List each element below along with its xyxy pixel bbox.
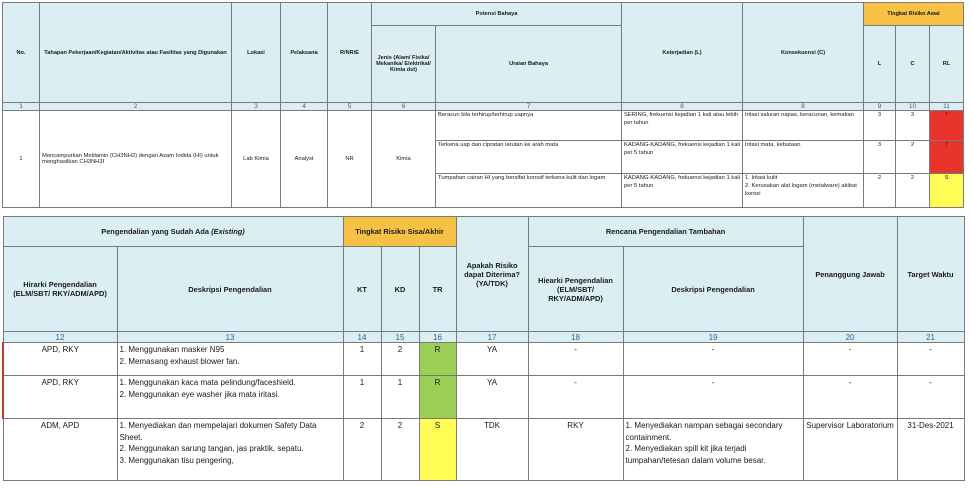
header-uraian: Uraian Bahaya xyxy=(436,26,622,103)
col-number: 10 xyxy=(896,103,930,111)
residual-risk-badge: R xyxy=(419,343,456,376)
control-deskripsi: 1. Menggunakan kaca mata pelindung/faceshield. 2. Menggunakan eye washer jika mata iritasi. xyxy=(117,376,343,419)
header-kd: KD xyxy=(381,247,419,332)
row-no: 1 xyxy=(3,111,40,208)
col-number: 2 xyxy=(40,103,232,111)
control-hirarki: APD, RKY xyxy=(3,376,117,419)
header-existing xyxy=(3,217,343,247)
header-tingkat-risiko-sisa: Tingkat Risiko Sisa/Akhir xyxy=(343,217,456,247)
hazard-konsekuensi: 1. Iritasi kulit 2. Kerusakan alat logam (metalware) akibat korosi xyxy=(743,174,864,208)
col-number: 18 xyxy=(528,332,623,343)
control-hirarki-tambahan: RKY xyxy=(528,419,623,481)
col-number: 20 xyxy=(803,332,897,343)
header-hirarki: Hirarki Pengendalian (ELM/SBT/ RKY/ADM/APD) xyxy=(3,247,117,332)
control-target: 31-Des-2021 xyxy=(897,419,964,481)
control-hirarki: ADM, APD xyxy=(3,419,117,481)
residual-risk-badge: S xyxy=(419,419,456,481)
control-apakah: YA xyxy=(456,343,528,376)
col-number: 19 xyxy=(623,332,803,343)
residual-risk-badge: R xyxy=(419,376,456,419)
row-tahapan: Mencampurkan Metilamin (CH3NH2) dengan Asam Iodida (HI) untuk menghasilkan CH3NH3I xyxy=(40,111,232,208)
control-penanggung: Supervisor Laboratorium xyxy=(803,419,897,481)
risk-control-table xyxy=(2,216,965,481)
col-number: 5 xyxy=(328,103,372,111)
header-l: L xyxy=(864,26,896,103)
row-pelaksana: Analyst xyxy=(281,111,328,208)
hazard-identification-table xyxy=(2,2,964,208)
control-kt: 1 xyxy=(343,343,381,376)
col-number: 16 xyxy=(419,332,456,343)
hazard-l: 3 xyxy=(864,111,896,141)
table-row xyxy=(3,343,964,376)
control-penanggung: - xyxy=(803,376,897,419)
header-rnre: R/NR/E xyxy=(328,3,372,103)
hazard-uraian: Tumpahan cairan HI yang bersifat korosif terkena kulit dan logam xyxy=(436,174,622,208)
header-apakah-diterima: Apakah Risiko dapat Diterima? (YA/TDK) xyxy=(456,217,528,332)
col-number: 17 xyxy=(456,332,528,343)
header-jenis: Jenis (Alam/ Fisika/ Mekanika/ Elektrikal/ Kimia dst) xyxy=(372,26,436,103)
control-hirarki: APD, RKY xyxy=(3,343,117,376)
header-lokasi: Lokasi xyxy=(232,3,281,103)
header-existing-label: Pengendalian yang Sudah Ada xyxy=(101,227,212,236)
control-kd: 2 xyxy=(381,343,419,376)
risk-level-badge: S xyxy=(930,174,964,208)
control-deskripsi: 1. Menggunakan masker N95 2. Memasang exhaust blower fan. xyxy=(117,343,343,376)
control-kt: 1 xyxy=(343,376,381,419)
header-no: No. xyxy=(3,3,40,103)
col-number: 3 xyxy=(232,103,281,111)
header-rencana: Rencana Pengendalian Tambahan xyxy=(528,217,803,247)
col-number: 8 xyxy=(622,103,743,111)
control-deskripsi-tambahan: 1. Menyediakan nampan sebagai secondary containment. 2. Menyediakan spill kit jika terjadi tumpahan/tetesan dalam volume besar. xyxy=(623,419,803,481)
header-potensi-bahaya: Potensi Bahaya xyxy=(372,3,622,26)
hazard-l: 2 xyxy=(864,174,896,208)
row-rnre: NR xyxy=(328,111,372,208)
header-tahapan: Tahapan Pekerjaan/Kegiatan/Aktivitas atau Fasilitas yang Digunakan xyxy=(40,3,232,103)
control-apakah: YA xyxy=(456,376,528,419)
header-hirarki-tambahan: Hiearki Pengendalian (ELM/SBT/ RKY/ADM/APD) xyxy=(528,247,623,332)
col-number: 1 xyxy=(3,103,40,111)
header-deskripsi: Deskripsi Pengendalian xyxy=(117,247,343,332)
risk-level-badge: T xyxy=(930,141,964,174)
col-number: 11 xyxy=(930,103,964,111)
control-kd: 1 xyxy=(381,376,419,419)
hazard-l: 3 xyxy=(864,141,896,174)
hazard-c: 2 xyxy=(896,141,930,174)
header-penanggung-jawab: Penanggung Jawab xyxy=(803,217,897,332)
control-hirarki-tambahan: - xyxy=(528,343,623,376)
col-number: 15 xyxy=(381,332,419,343)
control-deskripsi-tambahan: - xyxy=(623,343,803,376)
header-konsekuensi: Konsekuensi (C) xyxy=(743,3,864,103)
risk-level-badge: T xyxy=(930,111,964,141)
hazard-uraian: Terkena uap dan cipratan larutan ke arah mata xyxy=(436,141,622,174)
table-row xyxy=(3,419,964,481)
hazard-keterjadian: KADANG-KADANG, frekuensi kejadian 1 kali per 5 tahun xyxy=(622,174,743,208)
header-target-waktu: Target Waktu xyxy=(897,217,964,332)
hazard-konsekuensi: Iritasi saluran napas, keracunan, kematian xyxy=(743,111,864,141)
table-row xyxy=(3,111,964,141)
hazard-c: 2 xyxy=(896,174,930,208)
row-jenis: Kimia xyxy=(372,111,436,208)
header-rl: RL xyxy=(930,26,964,103)
col-number: 21 xyxy=(897,332,964,343)
row-lokasi: Lab Kimia xyxy=(232,111,281,208)
col-number: 13 xyxy=(117,332,343,343)
control-kt: 2 xyxy=(343,419,381,481)
col-number: 9 xyxy=(864,103,896,111)
header-pelaksana: Pelaksana xyxy=(281,3,328,103)
col-number: 12 xyxy=(3,332,117,343)
header-tingkat-risiko-awal: Tingkat Risiko Awal xyxy=(864,3,964,26)
col-number: 7 xyxy=(436,103,622,111)
header-tr: TR xyxy=(419,247,456,332)
control-apakah: TDK xyxy=(456,419,528,481)
table-row xyxy=(3,376,964,419)
control-kd: 2 xyxy=(381,419,419,481)
header-kt: KT xyxy=(343,247,381,332)
hazard-konsekuensi: Iritasi mata, kebutaan xyxy=(743,141,864,174)
hazard-keterjadian: KADANG-KADANG, frekuensi kejadian 1 kali per 5 tahun xyxy=(622,141,743,174)
header-keterjadian: Keterjadian (L) xyxy=(622,3,743,103)
col-number: 14 xyxy=(343,332,381,343)
hazard-c: 3 xyxy=(896,111,930,141)
control-target: - xyxy=(897,343,964,376)
hazard-keterjadian: SERING, frekuensi kejadian 1 kali atau lebih per tahun xyxy=(622,111,743,141)
control-target: - xyxy=(897,376,964,419)
header-deskripsi-tambahan: Deskripsi Pengendalian xyxy=(623,247,803,332)
col-number: 8 xyxy=(743,103,864,111)
control-deskripsi: 1. Menyediakan dan mempelajari dokumen Safety Data Sheet. 2. Menggunakan sarung tangan, jas praktik, sepatu. 3. Menggunakan tisu pengering, xyxy=(117,419,343,481)
control-penanggung: - xyxy=(803,343,897,376)
header-c: C xyxy=(896,26,930,103)
hazard-uraian: Beracun bila terhirup/terhirup uapnya xyxy=(436,111,622,141)
col-number: 6 xyxy=(372,103,436,111)
col-number: 4 xyxy=(281,103,328,111)
header-existing-italic: (Existing) xyxy=(211,227,245,236)
control-deskripsi-tambahan: - xyxy=(623,376,803,419)
control-hirarki-tambahan: - xyxy=(528,376,623,419)
